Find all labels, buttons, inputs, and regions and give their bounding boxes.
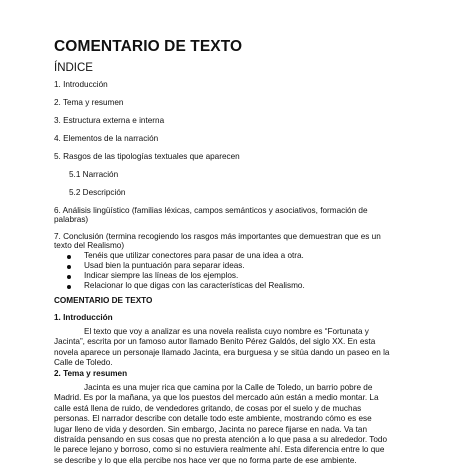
bullet-item: Tenéis que utilizar conectores para pasar de una idea a otra.	[84, 251, 304, 260]
bullet-item: Usad bien la puntuación para separar ideas.	[84, 261, 245, 270]
paragraph-line: Calle de Toledo.	[54, 358, 113, 368]
toc-item: 5. Rasgos de las tipologías textuales que aparecen	[54, 152, 240, 161]
paragraph-line: novela aparece un personaje llamado Jacinta, era burguesa y se sitúa dando un paseo en la	[54, 347, 390, 357]
toc-item: 2. Tema y resumen	[54, 98, 124, 107]
paragraph-line: calle está llena de ruido, de vendedores gritando, de cosas por el suelo y de muchas	[54, 403, 362, 413]
document-title: COMENTARIO DE TEXTO	[54, 38, 243, 55]
bullet-item: Indicar siempre las líneas de los ejemplos.	[84, 271, 239, 280]
toc-item: 4. Elementos de la narración	[54, 134, 159, 143]
paragraph-line: distraída pensando en sus cosas que no presta atención a lo que pasa a su alrededor. Todo	[54, 435, 388, 445]
toc-item: 3. Estructura externa e interna	[54, 116, 165, 125]
toc-item-7-cont: texto del Realismo)	[54, 241, 125, 250]
toc-item-6: 6. Análisis lingüístico (familias léxicas, campos semánticos y asociativos, formación de	[54, 206, 368, 215]
paragraph-line: se describe y lo que ella percibe nos hace ver que no forma parte de ese ambiente.	[54, 455, 357, 465]
toc-item-6-cont: palabras)	[54, 215, 89, 224]
toc-subitem: 5.1 Narración	[69, 170, 119, 179]
bullet-dot-icon	[67, 285, 71, 289]
section-title: COMENTARIO DE TEXTO	[54, 296, 153, 305]
index-heading: ÍNDICE	[54, 62, 93, 74]
toc-item: 1. Introducción	[54, 80, 108, 89]
paragraph-line: Madrid. Es por la mañana, ya que los puestos del mercado aún están a medio montar. La	[54, 393, 379, 403]
section-2-heading: 2. Tema y resumen	[54, 369, 128, 378]
bullet-item: Relacionar lo que digas con las características del Realismo.	[84, 281, 305, 290]
paragraph-line: Jacinta es una mujer rica que camina por la Calle de Toledo, un barrio pobre de	[84, 383, 373, 392]
paragraph-line: El texto que voy a analizar es una novela realista cuyo nombre es “Fortunata y	[84, 327, 369, 336]
paragraph-line: Jacinta”, escrita por un famoso autor llamado Benito Pérez Galdós, del siglo XX. En esta	[54, 337, 376, 347]
bullet-dot-icon	[67, 255, 71, 259]
section-2-paragraph	[54, 383, 387, 466]
paragraph-line: personas. El narrador describe con detalle todo este ambiente, mostrando cómo es ese	[54, 414, 372, 424]
toc-subitem: 5.2 Descripción	[69, 188, 126, 197]
bullet-dot-icon	[67, 275, 71, 279]
bullet-dot-icon	[67, 265, 71, 269]
paragraph-line: lugar lleno de vida y desorden. Sin embargo, Jacinta no parece fijarse en nada. Va tan	[54, 424, 367, 434]
toc-item-7: 7. Conclusión (termina recogiendo los rasgos más importantes que demuestran que es un	[54, 232, 381, 241]
section-1-heading: 1. Introducción	[54, 313, 113, 322]
section-1-paragraph	[54, 327, 389, 369]
paragraph-line: le parece lejano y borroso, como si no estuviera realmente ahí. Esta diferencia entre lo que	[54, 445, 385, 455]
